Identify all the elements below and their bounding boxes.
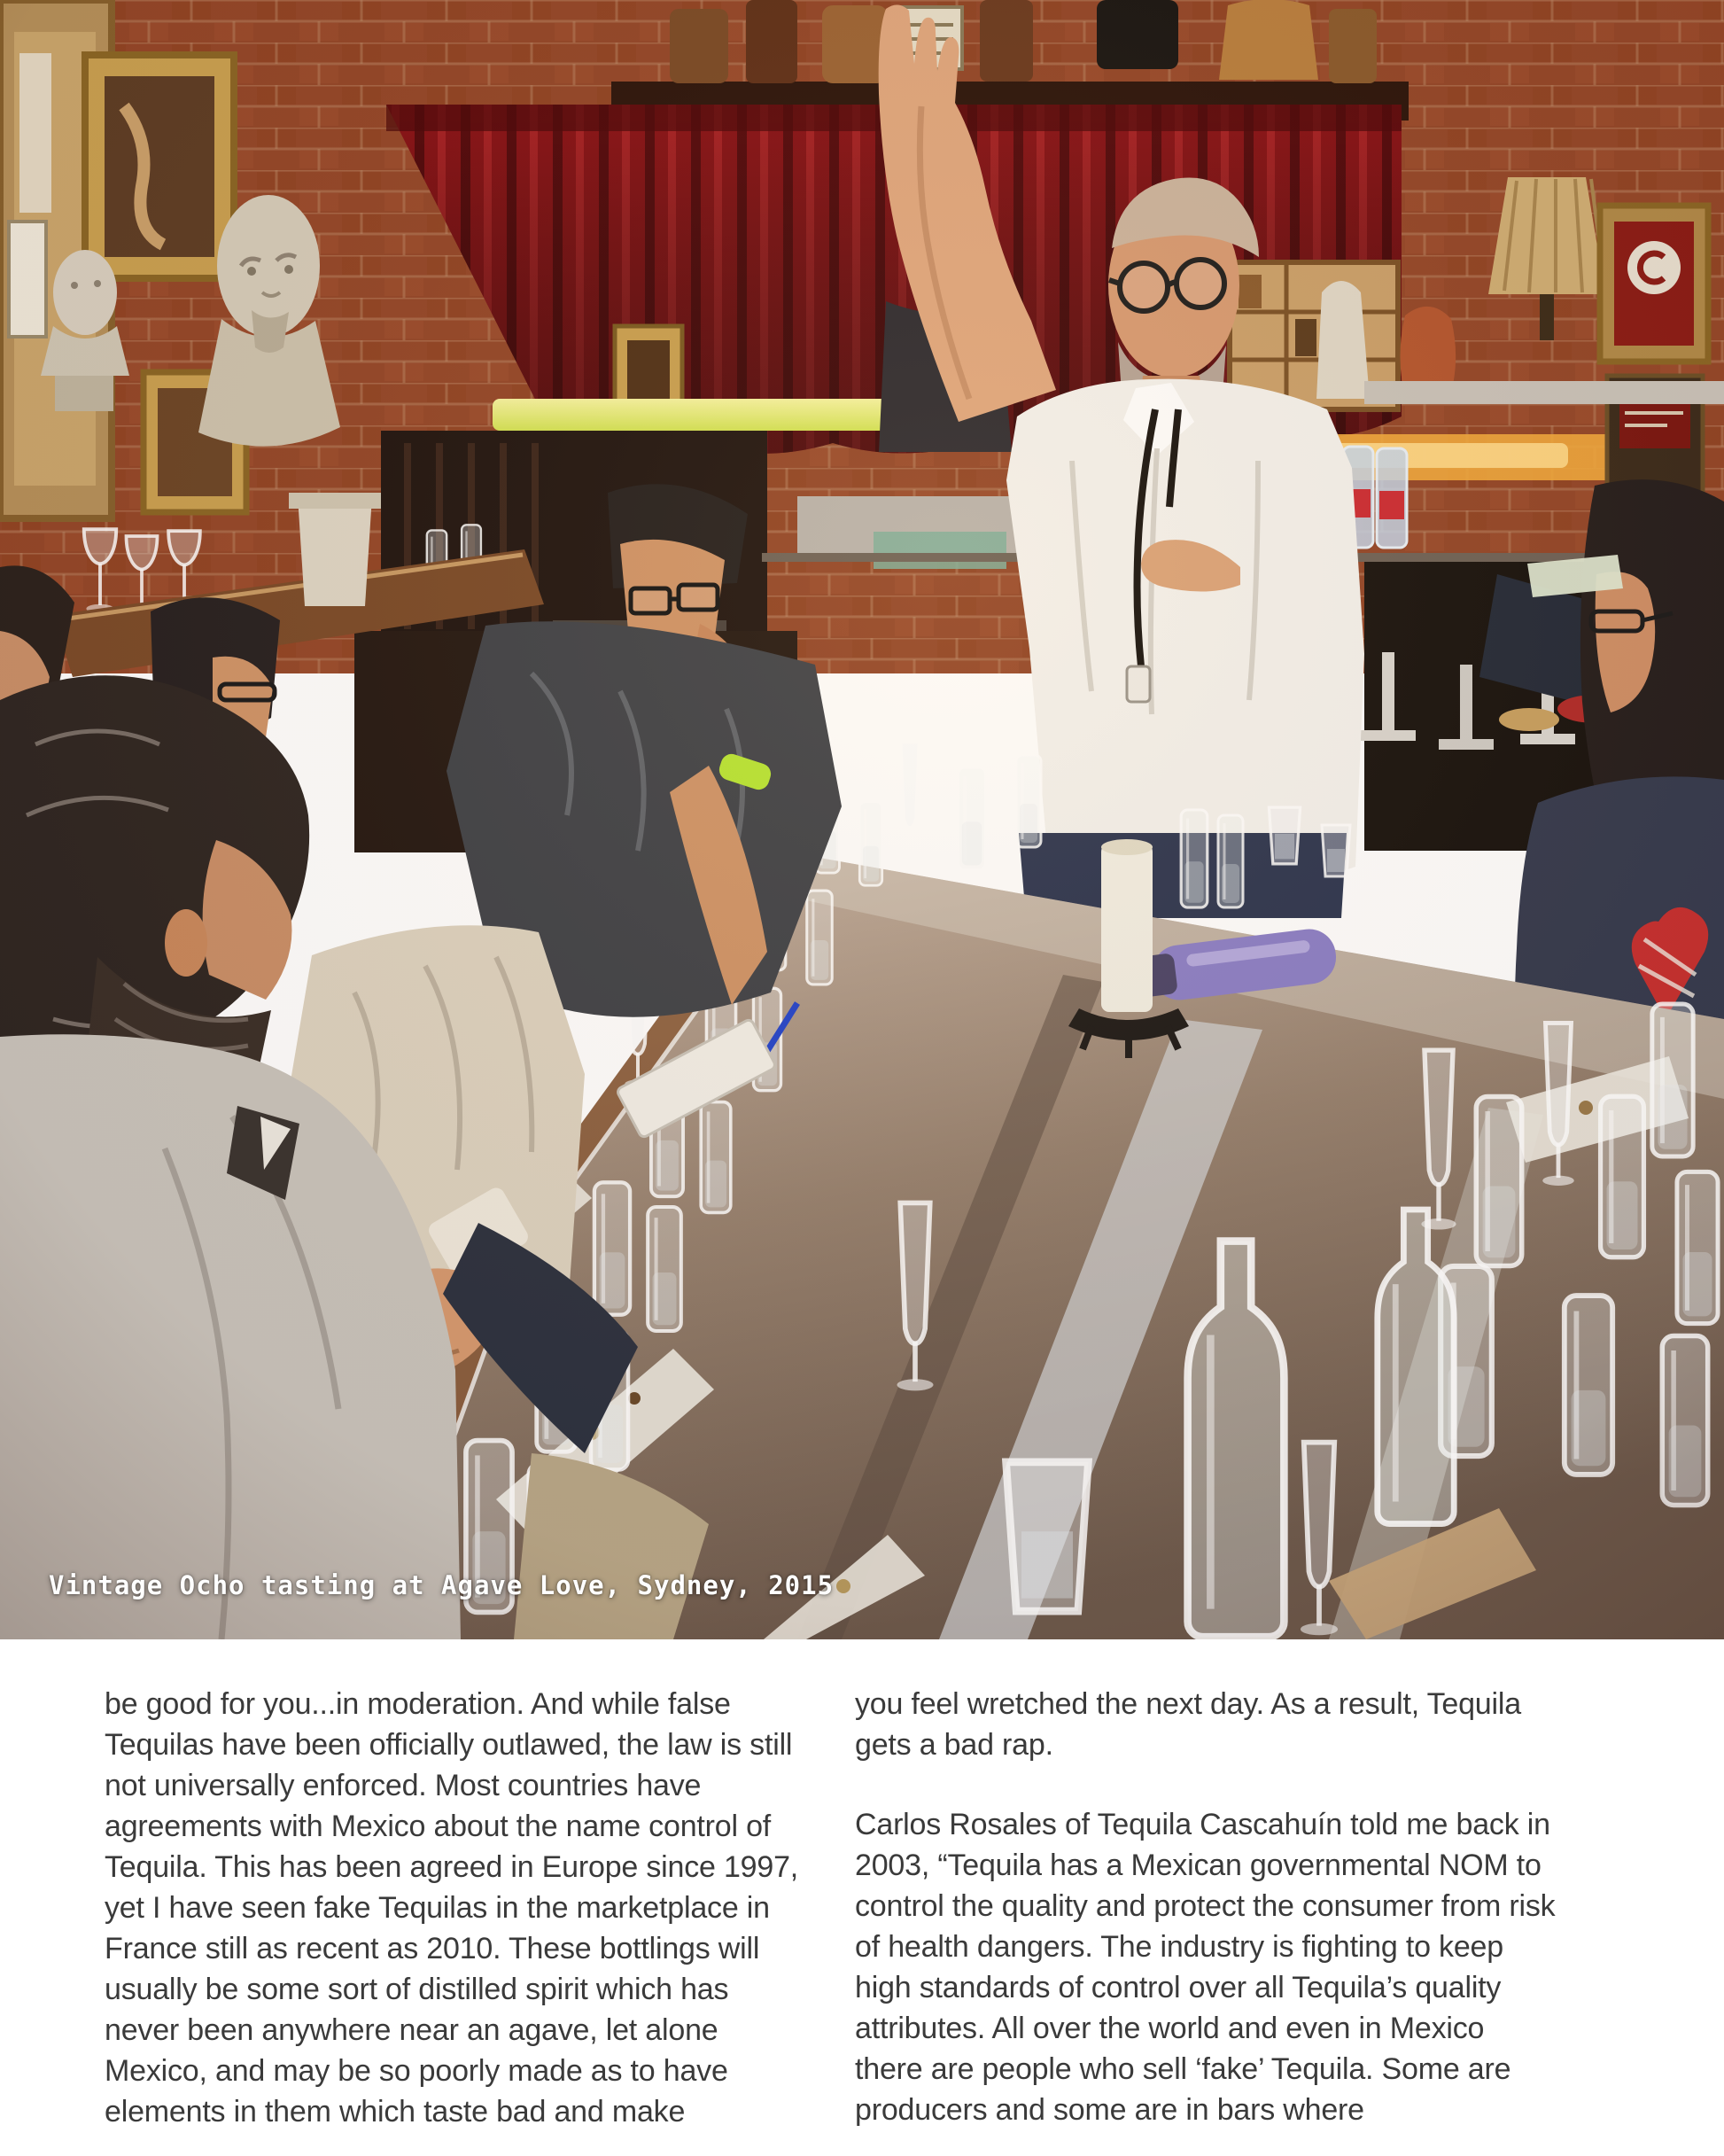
text-column-right xyxy=(855,1684,1557,2156)
paragraph: Carlos Rosales of Tequila Cascahuín told me back in 2003, “Tequila has a Mexican governmental NOM to control the quality and protect the consumer from risk of health dangers. The industry is fighting to keep high standards of control over all Tequila’s quality attributes. All over the world and even in Mexico there are people who sell ‘fake’ Tequila. Some are producers and some are in bars where xyxy=(855,1808,1556,2127)
paragraph: be good for you...in moderation. And while false Tequilas have been officially outlawed, the law is still not universally enforced. Most countries have agreements with Mexico about the name control of Tequila. This has been agreed in Europe since 1997, yet I have seen fake Tequilas in the marketplace in France still as recent as 2010. These bottlings will usually be some sort of distilled spirit which has never been anywhere near an agave, let alone Mexico, and may be so poorly made as to have elements in them which taste bad and make xyxy=(105,1687,799,2129)
text-column-left xyxy=(105,1684,806,2156)
photo-caption: Vintage Ocho tasting at Agave Love, Sydney, 2015 xyxy=(49,1570,835,1600)
paragraph: you feel wretched the next day. As a result, Tequila gets a bad rap. xyxy=(855,1687,1521,1762)
